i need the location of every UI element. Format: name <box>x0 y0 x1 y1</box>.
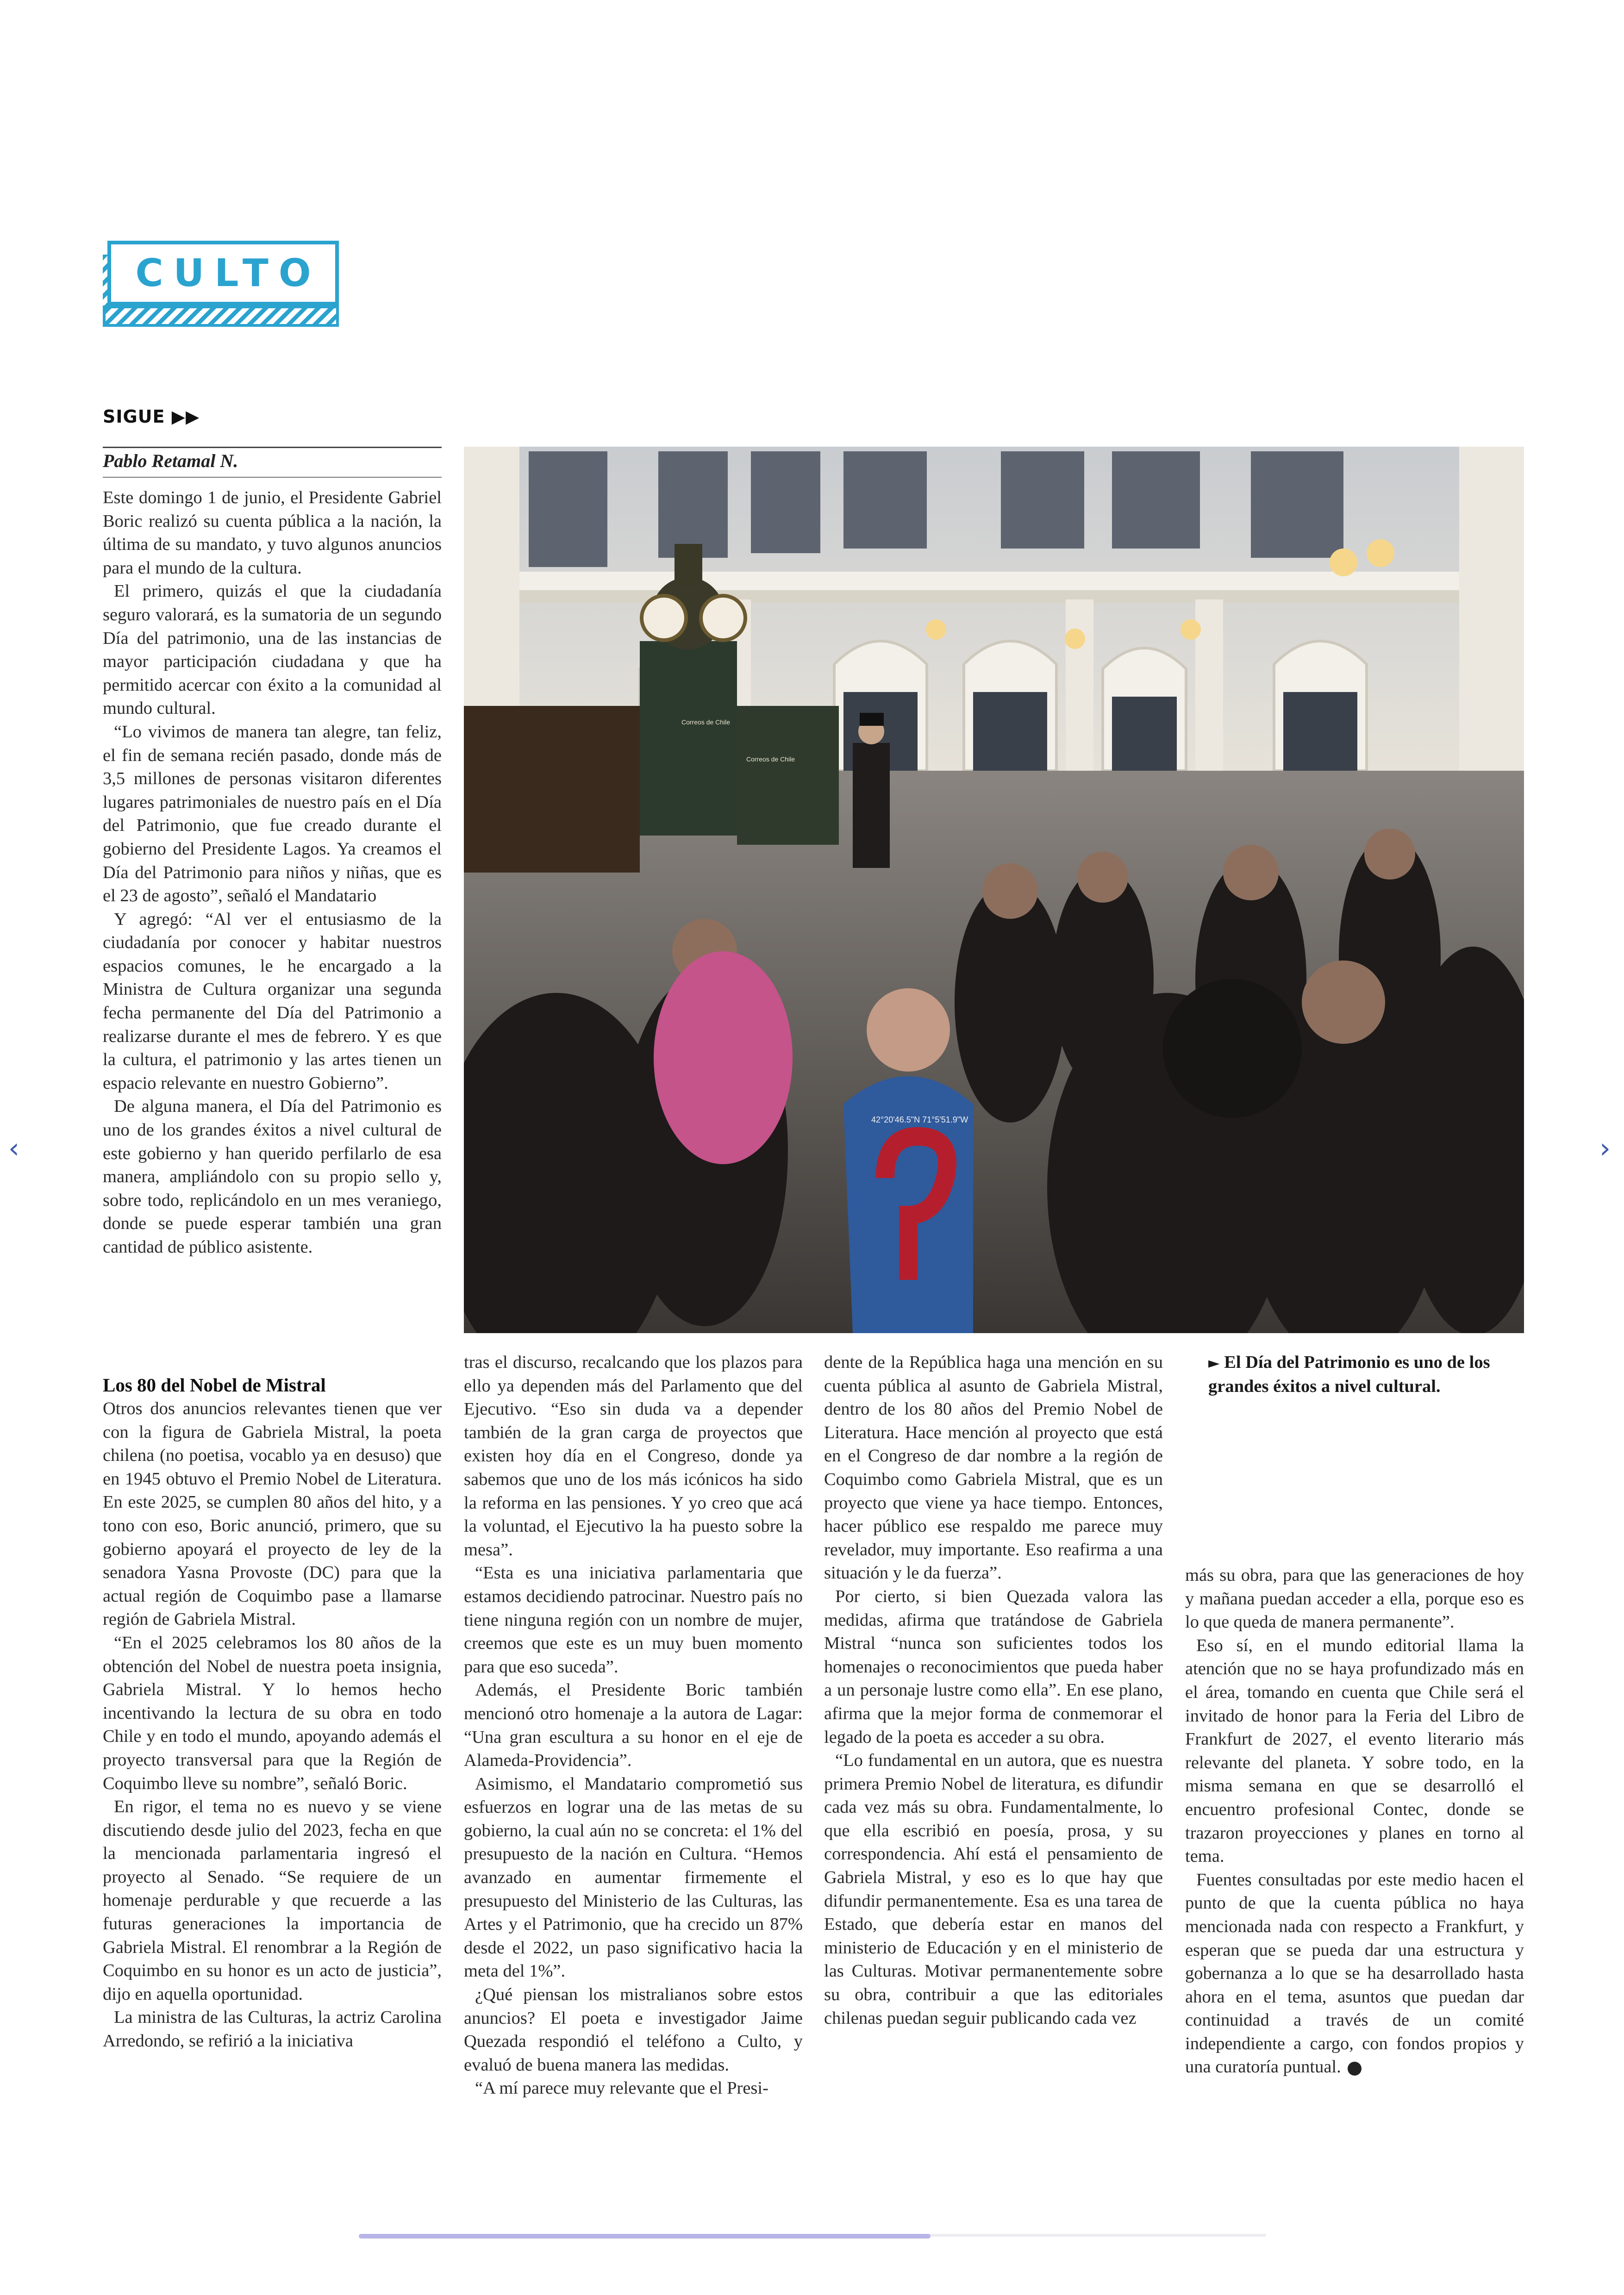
paragraph: La ministra de las Culturas, la actriz Carolina Arredondo, se refirió a la iniciativa <box>103 2008 442 2051</box>
caption-arrow-icon: ► <box>1208 1354 1220 1372</box>
article-column-1-bottom <box>103 1373 442 2053</box>
next-page-icon[interactable]: › <box>1599 1132 1611 1165</box>
paragraph: dente de la República haga una mención en su cuenta pública al asunto de Gabriela Mistral, dentro de los 80 años del Premio Nobel de Literatura. Hace mención al proyecto que está en el Congreso de dar nombre a la región de Coquimbo como Gabriela Mistral, que es un proyecto que viene ya hace tiempo. Entonces, hacer público ese respaldo me parece muy revelador, muy importante. Eso reafirma a una situación y le da fuerza”. <box>824 1353 1163 1583</box>
section-logo-text: CULTO <box>107 241 339 306</box>
paragraph: Por cierto, si bien Quezada valora las medidas, afirma que tratándose de Gabriela Mistral “nunca son suficientes todos los homenajes o reconocimientos que pueda haber a un personaje lustre como ella”. En ese plano, afirma que la mejor forma de conmemorar el legado de la poeta es acceder a su obra. <box>824 1586 1163 1747</box>
previous-page-icon[interactable]: ‹ <box>8 1132 19 1165</box>
jacket-text: 42°20'46.5"N 71°5'51.9"W <box>871 1115 968 1124</box>
section-logo <box>103 236 344 333</box>
reading-progress-fill <box>359 2234 931 2239</box>
paragraph: De alguna manera, el Día del Patrimonio es uno de los grandes éxitos a nivel cultural de este gobierno y han querido perfilarlo de esa manera, ampliándolo con su propio sello y, sobre todo, replicándolo en un mes veraniego, donde se puede esperar también una gran cantidad de público asistente. <box>103 1097 442 1257</box>
caption-text: El Día del Patrimonio es uno de los grandes éxitos a nivel cultural. <box>1208 1353 1490 1396</box>
paragraph: “A mí parece muy relevante que el Presi- <box>475 2078 768 2098</box>
photo-illustration <box>464 447 1524 1333</box>
article-column-3 <box>824 1351 1163 2030</box>
article-column-2 <box>464 1351 803 2100</box>
paragraph: Asimismo, el Mandatario comprometió sus esfuerzos en lograr una de las metas de su gobierno, la cual aún no se concreta: el 1% del presupuesto de la nación en Cultura. “Hemos avanzado en aumentar firmemente el presupuesto del Ministerio de las Culturas, las Artes y el Patrimonio, que ha crecido un 87% desde el 2022, un paso significativo hacia la meta del 1%”. <box>464 1774 803 1981</box>
paragraph: tras el discurso, recalcando que los plazos para ello ya dependen más del Parlamento que del Ejecutivo. “Eso sin duda va a depender también de la gran carga de proyectos que existen hoy día en el Congreso, donde ya sabemos que uno de los más icónicos ha sido la reforma en las pensiones. Y yo creo que acá la voluntad, el Ejecutivo la ha puesto sobre la mesa”. <box>464 1353 803 1559</box>
top-rule <box>103 447 442 448</box>
clock-sign-right: Correos de Chile <box>746 755 795 763</box>
paragraph: más su obra, para que las generaciones de hoy y mañana puedan acceder a ella, porque eso es lo que queda de manera permanente”. <box>1185 1565 1524 1632</box>
article-column-4 <box>1185 1564 1524 2079</box>
byline-rule <box>103 477 442 478</box>
end-mark-icon <box>1348 2062 1362 2076</box>
paragraph: “En el 2025 celebramos los 80 años de la obtención del Nobel de nuestra poeta insignia, Gabriela Mistral. Y lo hemos hecho incentivando la lectura de su obra en todo Chile y en todo el mundo, apoyando además el proyecto transversal para que la Región de Coquimbo lleve su nombre”, señaló Boric. <box>103 1633 442 1793</box>
photo-caption <box>1208 1351 1524 1398</box>
paragraph: “Lo vivimos de manera tan alegre, tan feliz, el fin de semana recién pasado, donde más de 3,5 millones de personas visitaron diferentes lugares patrimoniales de nuestro país en el Día del Patrimonio, que fue creado durante el gobierno del Presidente Lagos. Ya creamos el Día del Patrimonio para niños y niñas, que es el 23 de agosto”, señaló el Mandatario <box>103 722 442 906</box>
subheading: Los 80 del Nobel de Mistral <box>103 1374 326 1396</box>
paragraph: Eso sí, en el mundo editorial llama la atención que no se haya profundizado más en el área, tomando en cuenta que Chile será el invitado de honor para la Feria del Libro de Frankfurt de 2027, el evento literario más relevante del planeta. Y sobre todo, en la misma semana en que se desarrolló el encuentro profesional Contec, donde se trazaron proyecciones y planes en torno al tema. <box>1185 1635 1524 1866</box>
paragraph: “Esta es una iniciativa parlamentaria que estamos decidiendo patrocinar. Nuestro país no tiene ninguna región con un nombre de mujer, creemos que este es un muy buen momento para que eso suceda”. <box>464 1563 803 1677</box>
paragraph-text: Fuentes consultadas por este medio hacen el punto de que la cuenta pública no haya mencionada nada con respecto a Frankfurt, y esperan que se pueda dar una estructura y gobernanza a lo que se ha desarrollado hasta ahora en el tema, asuntos que puedan dar continuidad a través de un comité independiente a cargo, con fondos propios y una curatoría puntual. <box>1185 1870 1524 2077</box>
paragraph: Y agregó: “Al ver el entusiasmo de la ciudadanía por conocer y habitar nuestros espacios comunes, le he encargado a la Ministra de Cultura organizar una segunda fecha permanente del Día del Patrimonio a realizarse durante el mes de febrero. Y es que la cultura, el patrimonio y las artes tienen un espacio relevante en nuestro Gobierno”. <box>103 909 442 1093</box>
logo-hatch-bar <box>103 306 339 327</box>
byline: Pablo Retamal N. <box>103 450 238 471</box>
clock-sign-left: Correos de Chile <box>681 718 731 726</box>
paragraph: El primero, quizás el que la ciudadanía seguro valorará, es la sumatoria de un segundo Día del patrimonio, una de las instancias de mayor participación ciudadana y que ha permitido acercar con éxito a la comunidad al mundo cultural. <box>103 581 442 718</box>
paragraph <box>1185 1868 1524 2079</box>
paragraph: ¿Qué piensan los mistralianos sobre estos anuncios? El poeta e investigador Jaime Quezada respondió el teléfono a Culto, y evaluó de buena manera las medidas. <box>464 1985 803 2075</box>
paragraph: Además, el Presidente Boric también mencionó otro homenaje a la autora de Lagar: “Una gran escultura a su honor en el eje de Alameda-Providencia”. <box>464 1680 803 1771</box>
paragraph: “Lo fundamental en un autora, que es nuestra primera Premio Nobel de literatura, es difundir cada vez más su obra. Fundamentalmente, lo que ella escribió en poesía, prosa, y su correspondencia. Ahí está el pensamiento de Gabriela Mistral, y eso es lo que hay que difundir permanentemente. Esa es una tarea de Estado, que debería estar en manos del ministerio de Educación y en el ministerio de las Culturas. Motivar permanentemente sobre su obra, contribuir a que las editoriales chilenas puedan seguir publicando cada vez <box>824 1751 1163 2028</box>
paragraph: En rigor, el tema no es nuevo y se viene discutiendo desde julio del 2023, fecha en que la mencionada parlamentaria ingresó el proyecto al Senado. “Se requiere de un homenaje perdurable y que recuerde a las futuras generaciones la importancia de Gabriela Mistral. El renombrar a la Región de Coquimbo en su honor es un acto de justicia”, dijo en aquella oportunidad. <box>103 1797 442 2004</box>
article-column-1 <box>103 486 442 1259</box>
paragraph: Este domingo 1 de junio, el Presidente Gabriel Boric realizó su cuenta pública a la nación, la última de su mandato, y tuvo algunos anuncios para el mundo de la cultura. <box>103 488 442 578</box>
article-photo <box>464 447 1524 1333</box>
continuation-label: SIGUE ▶▶ <box>103 406 200 427</box>
paragraph: Otros dos anuncios relevantes tienen que ver con la figura de Gabriela Mistral, la poeta chilena (no poetisa, vocablo ya en desuso) que en 1945 obtuvo el Premio Nobel de Literatura. En este 2025, se cumplen 80 años del hito, y a tono con eso, Boric anunció, primero, que su gobierno apoyará el proyecto de ley de la senadora Yasna Provoste (DC) para que la actual región de Coquimbo pase a llamarse región de Gabriela Mistral. <box>103 1399 442 1629</box>
